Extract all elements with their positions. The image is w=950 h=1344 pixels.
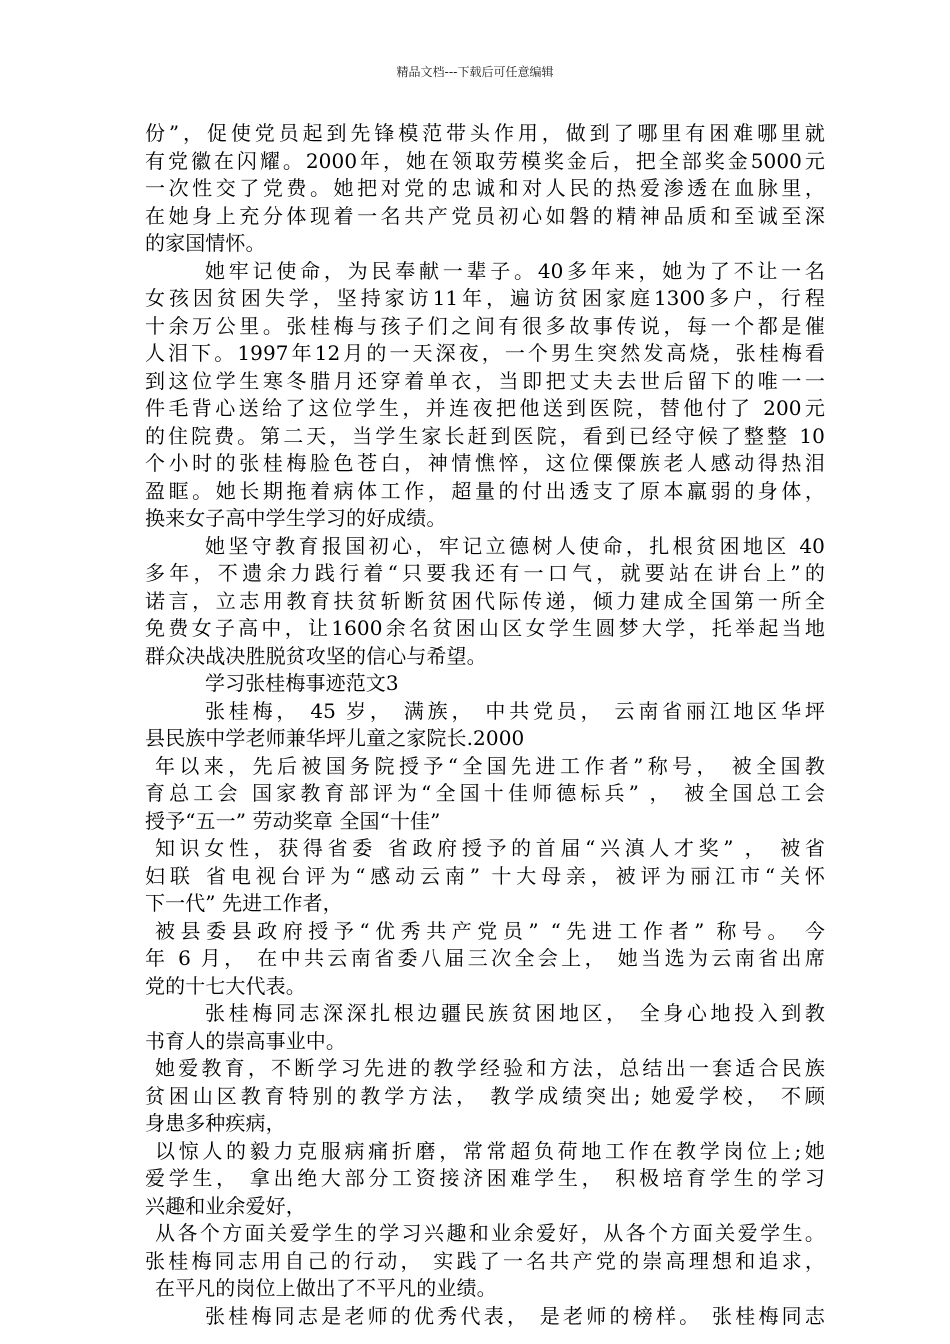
text-line: 到这位学生寒冬腊月还穿着单衣，当即把丈夫去世后留下的唯一一 (145, 368, 825, 393)
text-line: 下一代” 先进工作者， (145, 891, 343, 915)
text-line: 张桂梅同志用自己的行动， 实践了一名共产党的崇高理想和追求， (145, 1248, 825, 1273)
text-line: 县民族中学老师兼华坪儿童之家院长.2000 (145, 726, 525, 750)
text-line: 以惊人的毅力克服病痛折磨，常常超负荷地工作在教学岗位上;她 (155, 1138, 825, 1163)
text-line: 有党徽在闪耀。2000年，她在领取劳模奖金后，把全部奖金5000元 (145, 148, 825, 173)
text-line: 人泪下。1997年12月的一天深夜，一个男生突然发高烧，张桂梅看 (145, 341, 825, 365)
text-line: 妇联 省电视台评为“感动云南” 十大母亲，被评为丽江市“关怀 (145, 863, 825, 888)
text-line: 免费女子高中，让1600余名贫困山区女学生圆梦大学，托举起当地 (145, 616, 825, 640)
text-line: 件毛背心送给了这位学生，并连夜把他送到医院，替他付了 200元 (145, 396, 825, 420)
text-line: 她爱教育，不断学习先进的教学经验和方法，总结出一套适合民族 (155, 1056, 825, 1080)
text-line: 党的十七大代表。 (145, 973, 306, 998)
text-line: 盈眶。她长期拖着病体工作，超量的付出透支了原本羸弱的身体， (145, 478, 825, 503)
text-line: 的家国情怀。 (145, 231, 266, 255)
text-line: 张桂梅， 45 岁， 满族， 中共党员， 云南省丽江地区华坪 (205, 698, 825, 723)
text-line: 年以来，先后被国务院授予“全国先进工作者”称号， 被全国教 (155, 753, 825, 778)
text-line: 她坚守教育报国初心，牢记立德树人使命，扎根贫困地区 40 (205, 533, 825, 558)
text-line: 书育人的崇高事业中。 (145, 1028, 346, 1053)
text-line: 育总工会 国家教育部评为“全国十佳师德标兵” ， 被全国总工会 (145, 781, 825, 805)
text-line: 诺言，立志用教育扶贫斩断贫困代际传递，倾力建成全国第一所全 (145, 588, 825, 613)
text-line: 多年，不遗余力践行着“只要我还有一口气，就要站在讲台上”的 (145, 561, 825, 585)
text-line: 十余万公里。张桂梅与孩子们之间有很多故事传说，每一个都是催 (145, 313, 825, 338)
text-line: 学习张桂梅事迹范文3 (205, 671, 399, 695)
text-line: 张桂梅同志是老师的优秀代表， 是老师的榜样。 张桂梅同志 (205, 1303, 825, 1328)
text-line: 知识女性，获得省委 省政府授予的首届“兴滇人才奖” ， 被省 (155, 836, 825, 860)
text-line: 贫困山区教育特别的教学方法， 教学成绩突出; 她爱学校， 不顾 (145, 1083, 825, 1108)
page-header: 精品文档---下载后可任意编辑 (396, 65, 554, 79)
text-line: 从各个方面关爱学生的学习兴趣和业余爱好，从各个方面关爱学生。 (155, 1221, 825, 1245)
text-line: 群众决战决胜脱贫攻坚的信心与希望。 (145, 643, 487, 668)
text-line: 被县委县政府授予“优秀共产党员” “先进工作者” 称号。 今 (155, 918, 825, 943)
text-line: 年 6 月， 在中共云南省委八届三次全会上， 她当选为云南省出席 (145, 946, 825, 970)
text-line: 女孩因贫困失学，坚持家访11年，遍访贫困家庭1300多户，行程 (145, 286, 825, 310)
text-line: 身患多种疾病， (145, 1111, 286, 1135)
document-body (145, 120, 825, 1330)
text-line: 的住院费。第二天，当学生家长赶到医院，看到已经守候了整整 10 (145, 423, 825, 448)
text-line: 在她身上充分体现着一名共产党员初心如磐的精神品质和至诚至深 (145, 203, 825, 228)
text-line: 兴趣和业余爱好， (145, 1193, 306, 1218)
text-line: 她牢记使命，为民奉献一辈子。40多年来，她为了不让一名 (205, 258, 825, 283)
text-line: 张桂梅同志深深扎根边疆民族贫困地区， 全身心地投入到教 (205, 1001, 825, 1025)
text-line: 在平凡的岗位上做出了不平凡的业绩。 (155, 1276, 497, 1300)
text-line: 个小时的张桂梅脸色苍白，神情憔悴，这位傈僳族老人感动得热泪 (145, 451, 825, 475)
text-line: 授予“五一” 劳动奖章 全国“十佳” (145, 808, 441, 833)
text-line: 爱学生， 拿出绝大部分工资接济困难学生， 积极培育学生的学习 (145, 1166, 825, 1190)
text-line: 一次性交了党费。她把对党的忠诚和对人民的热爱渗透在血脉里， (145, 176, 825, 200)
text-line: 份”，促使党员起到先锋模范带头作用，做到了哪里有困难哪里就 (145, 121, 825, 145)
text-line: 换来女子高中学生学习的好成绩。 (145, 506, 447, 530)
